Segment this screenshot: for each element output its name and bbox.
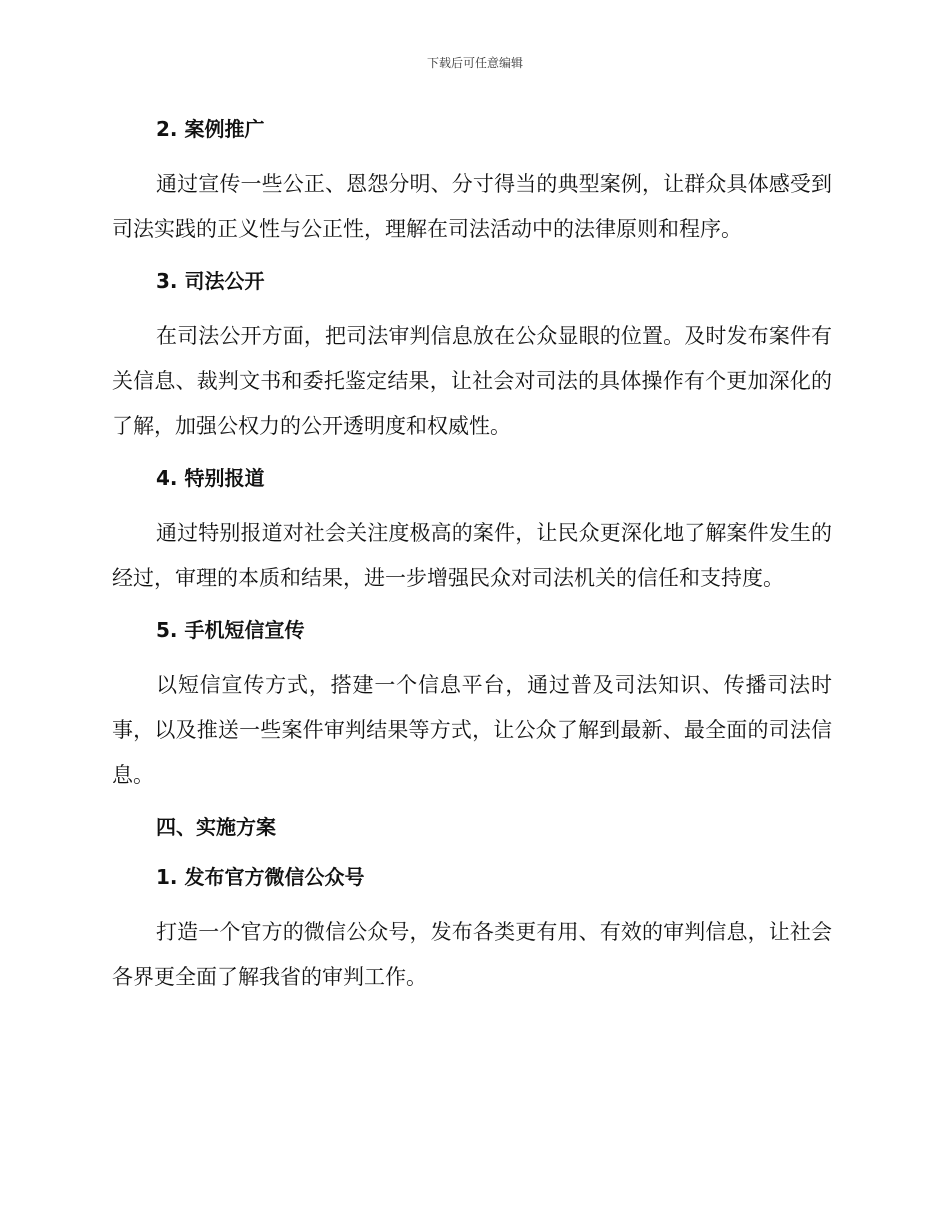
section-heading: 2. 案例推广: [156, 117, 265, 141]
page-header-note: 下载后可任意编辑: [426, 56, 523, 70]
section-heading: 4. 特别报道: [156, 466, 265, 490]
sub-heading: 1. 发布官方微信公众号: [156, 865, 365, 889]
section-special-report: [112, 461, 832, 613]
section-heading: 3. 司法公开: [156, 269, 265, 293]
section-case-promotion: [112, 112, 832, 264]
part-implementation-plan: [112, 810, 832, 1000]
section-paragraph: 通过特别报道对社会关注度极高的案件，让民众更深化地了解案件发生的经过，审理的本质和结果，进一步增强民众对司法机关的信任和支持度。: [112, 521, 832, 590]
document-body: [112, 112, 832, 1000]
section-heading: 5. 手机短信宣传: [156, 618, 305, 642]
section-judicial-openness: [112, 264, 832, 461]
section-paragraph: 打造一个官方的微信公众号，发布各类更有用、有效的审判信息，让社会各界更全面了解我省的审判工作。: [112, 920, 832, 989]
section-paragraph: 以短信宣传方式，搭建一个信息平台，通过普及司法知识、传播司法时事，以及推送一些案件审判结果等方式，让公众了解到最新、最全面的司法信息。: [112, 673, 832, 787]
section-paragraph: 通过宣传一些公正、恩怨分明、分寸得当的典型案例，让群众具体感受到司法实践的正义性与公正性，理解在司法活动中的法律原则和程序。: [112, 172, 832, 241]
part-heading: 四、实施方案: [156, 815, 276, 839]
section-paragraph: 在司法公开方面，把司法审判信息放在公众显眼的位置。及时发布案件有关信息、裁判文书和委托鉴定结果，让社会对司法的具体操作有个更加深化的了解，加强公权力的公开透明度和权威性。: [112, 324, 832, 438]
section-sms-promotion: [112, 613, 832, 810]
